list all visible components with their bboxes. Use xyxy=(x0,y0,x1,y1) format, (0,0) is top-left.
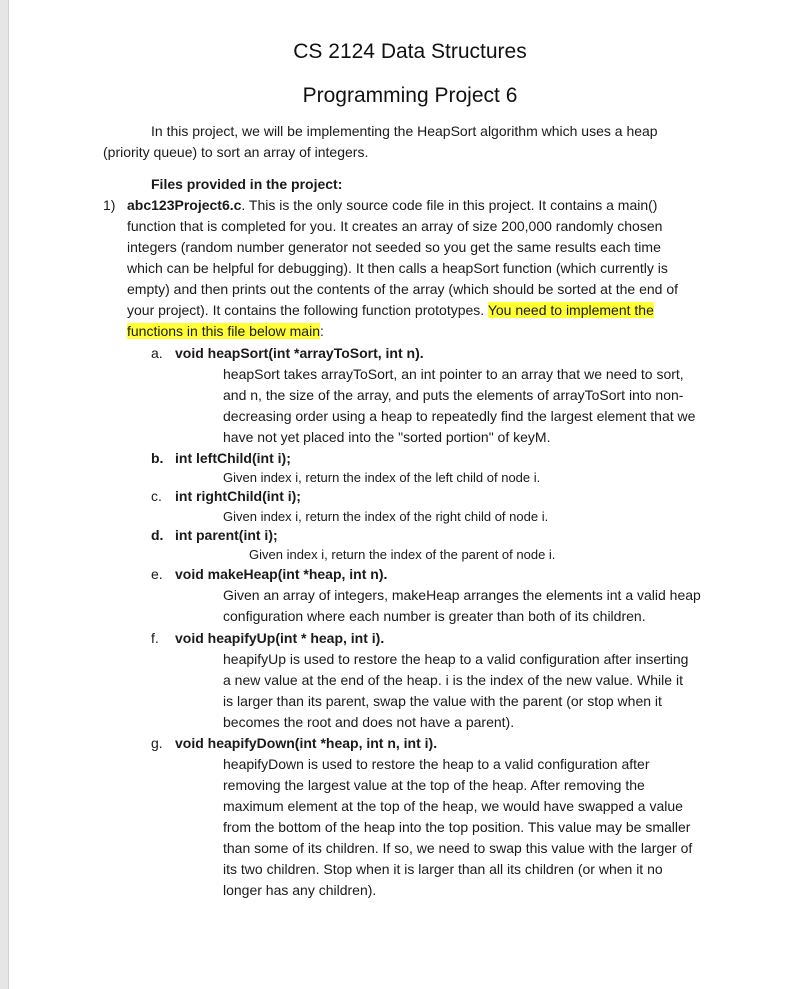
item1-text: your project). It contains the following function prototypes. xyxy=(127,302,488,318)
function-description: Given index i, return the index of the parent of node i. xyxy=(249,547,556,562)
source-filename: abc123Project6.c xyxy=(127,197,242,213)
files-heading: Files provided in the project: xyxy=(151,176,343,192)
item1-line: which can be helpful for debugging). It then calls a heapSort function (which currently is xyxy=(127,260,668,276)
item1-line xyxy=(127,321,324,342)
function-signature: void makeHeap(int *heap, int n). xyxy=(175,566,388,582)
function-description: decreasing order using a heap to repeatedly find the largest element that we xyxy=(223,408,696,424)
item1-text: . This is the only source code file in this project. It contains a main() xyxy=(241,197,658,213)
function-description: longer has any children). xyxy=(223,882,377,898)
function-description: heapifyUp is used to restore the heap to a valid configuration after inserting xyxy=(223,651,689,667)
list-letter: b. xyxy=(151,450,164,466)
function-description: configuration where each number is greater than both of its children. xyxy=(223,608,646,624)
list-letter: d. xyxy=(151,527,164,543)
function-description: and n, the size of the array, and puts the elements of arrayToSort into non- xyxy=(223,387,684,403)
function-description: than some of its children. If so, we need to swap this value with the larger of xyxy=(223,840,693,856)
highlighted-instruction: functions in this file below main xyxy=(127,323,320,339)
item1-line xyxy=(127,195,657,216)
highlighted-instruction: You need to implement the xyxy=(487,302,654,318)
item1-line: empty) and then prints out the contents of the array (which should be sorted at the end of xyxy=(127,281,678,297)
function-description: is larger than its parent, swap the value with the parent (or stop when it xyxy=(223,693,662,709)
function-description: maximum element at the top of the heap, we would have swapped a value xyxy=(223,798,683,814)
list-letter: c. xyxy=(151,488,162,504)
function-description: removing the largest value at the top of the heap. After removing the xyxy=(223,777,645,793)
list-letter: e. xyxy=(151,566,163,582)
function-description: heapSort takes arrayToSort, an int pointer to an array that we need to sort, xyxy=(223,366,684,382)
document-page xyxy=(8,0,810,989)
item1-line: integers (random number generator not seeded so you get the same results each time xyxy=(127,239,661,255)
intro-line: In this project, we will be implementing the HeapSort algorithm which uses a heap xyxy=(151,123,658,139)
item1-line xyxy=(127,300,654,321)
function-signature: void heapifyUp(int * heap, int i). xyxy=(175,630,385,646)
intro-line: (priority queue) to sort an array of integers. xyxy=(103,144,369,160)
function-description: heapifyDown is used to restore the heap to a valid configuration after xyxy=(223,756,650,772)
function-description: Given index i, return the index of the right child of node i. xyxy=(223,509,549,524)
list-letter: g. xyxy=(151,735,163,751)
item1-text: : xyxy=(320,323,324,339)
list-letter: f. xyxy=(151,630,159,646)
list-number: 1) xyxy=(103,197,116,213)
function-signature: void heapSort(int *arrayToSort, int n). xyxy=(175,345,424,361)
function-description: its two children. Stop when it is larger than all its children (or when it no xyxy=(223,861,663,877)
function-description: Given index i, return the index of the left child of node i. xyxy=(223,470,541,485)
function-signature: int rightChild(int i); xyxy=(175,488,301,504)
list-letter: a. xyxy=(151,345,163,361)
function-signature: int parent(int i); xyxy=(175,527,278,543)
function-signature: int leftChild(int i); xyxy=(175,450,291,466)
function-description: a new value at the end of the heap. i is the index of the new value. While it xyxy=(223,672,683,688)
function-description: becomes the root and does not have a parent). xyxy=(223,714,515,730)
item1-line: function that is completed for you. It creates an array of size 200,000 randomly chosen xyxy=(127,218,663,234)
function-description: have not yet placed into the "sorted portion" of keyM. xyxy=(223,429,551,445)
function-description: from the bottom of the heap into the top position. This value may be smaller xyxy=(223,819,691,835)
document-subtitle: Programming Project 6 xyxy=(302,84,518,107)
document-title: CS 2124 Data Structures xyxy=(293,40,527,63)
function-signature: void heapifyDown(int *heap, int n, int i). xyxy=(175,735,438,751)
function-description: Given an array of integers, makeHeap arranges the elements int a valid heap xyxy=(223,587,701,603)
